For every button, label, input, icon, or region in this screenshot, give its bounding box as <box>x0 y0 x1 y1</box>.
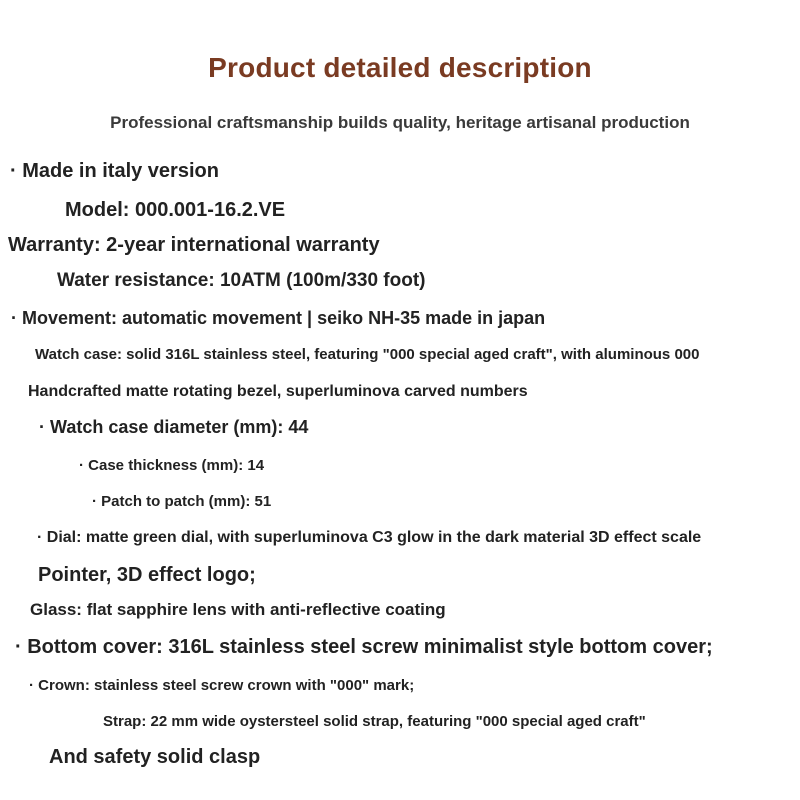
spec-line-case-diameter: · Watch case diameter (mm): 44 <box>39 417 309 437</box>
spec-line-patch-to-patch: · Patch to patch (mm): 51 <box>92 493 272 510</box>
spec-line-strap: Strap: 22 mm wide oystersteel solid strap, featuring "000 special aged craft" <box>103 713 646 730</box>
spec-line-bezel: Handcrafted matte rotating bezel, superluminova carved numbers <box>28 383 528 400</box>
spec-line-water-resistance: Water resistance: 10ATM (100m/330 foot) <box>57 270 426 291</box>
spec-line-movement: · Movement: automatic movement | seiko NH-35 made in japan <box>11 308 546 328</box>
spec-line-warranty: Warranty: 2-year international warranty <box>8 234 380 256</box>
spec-line-clasp: And safety solid clasp <box>49 746 261 768</box>
spec-line-model: Model: 000.001-16.2.VE <box>65 199 286 221</box>
page-subtitle: Professional craftsmanship builds quality, heritage artisanal production <box>110 113 690 132</box>
spec-line-crown: · Crown: stainless steel screw crown with "000" mark; <box>29 677 415 694</box>
spec-line-pointer: Pointer, 3D effect logo; <box>38 564 256 586</box>
spec-line-glass: Glass: flat sapphire lens with anti-reflective coating <box>30 600 446 619</box>
page-title: Product detailed description <box>208 52 592 83</box>
spec-line-bottom-cover: · Bottom cover: 316L stainless steel screw minimalist style bottom cover; <box>15 636 713 658</box>
spec-line-case-thickness: · Case thickness (mm): 14 <box>79 457 265 474</box>
spec-line-watch-case: Watch case: solid 316L stainless steel, featuring "000 special aged craft", with aluminous 000 <box>35 346 700 363</box>
spec-line-dial: · Dial: matte green dial, with superluminova C3 glow in the dark material 3D effect scale <box>37 529 702 546</box>
spec-line-made-in: · Made in italy version <box>10 160 219 182</box>
